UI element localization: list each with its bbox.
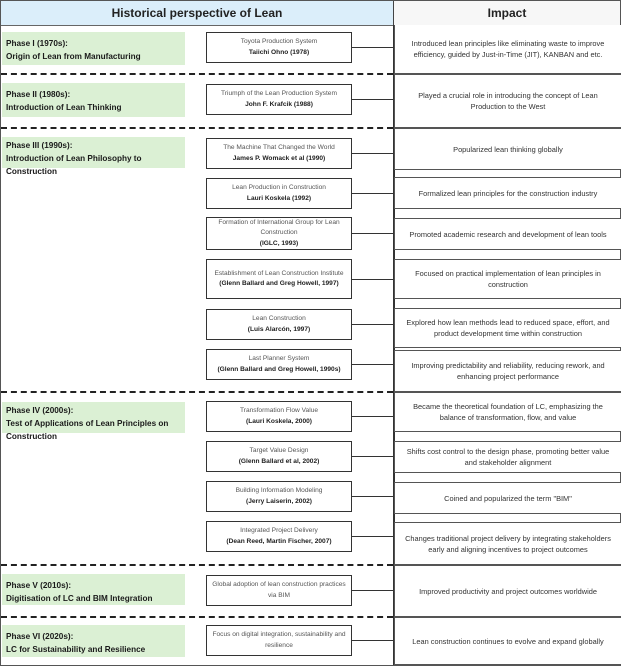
milestone-box [206,349,352,380]
milestone-author: (Glenn Ballard and Greg Howell, 1997) [219,280,339,287]
connector-line [352,193,394,194]
milestone-name: Lean Construction [252,315,306,322]
phase-separator [1,127,393,129]
milestone-box [206,217,352,250]
milestone-author: Lauri Koskela (1992) [246,194,312,202]
impact-box: Became the theoretical foundation of LC, emphasizing the balance of transformation, flow, and value [394,392,621,432]
phase-label-4 [2,402,185,441]
connector-line [352,153,394,154]
impact-box: Explored how lean methods lead to reduced space, effort, and product development time within construction [394,308,621,348]
milestone-box [206,32,352,63]
impact-box: Promoted academic research and development of lean tools [394,218,621,250]
phase-label-2 [2,83,185,117]
phase-subtitle: Digitisation of LC and BIM Integration [6,594,153,603]
phase-label-3 [2,137,185,176]
milestone-author: Taiichi Ohno (1978) [248,48,310,56]
milestone-name: Focus on digital integration, sustainability and resilience [212,631,346,649]
milestone-author: (IGLC, 1993) [259,239,299,247]
milestone-box [206,401,352,432]
phase-separator [1,73,393,75]
connector-line [352,279,394,280]
milestone-author: James P. Womack et al (1990) [232,154,326,162]
phase-subtitle: Introduction of Lean Thinking [6,103,122,112]
connector-line [352,456,394,457]
phase-title: Phase IV (2000s): [6,406,74,415]
impact-box: Popularized lean thinking globally [394,128,621,170]
connector-line [352,536,394,537]
connector-line [352,47,394,48]
connector-line [352,590,394,591]
milestone-box [206,259,352,299]
connector-line [352,496,394,497]
impact-box: Coined and popularized the term "BIM" [394,482,621,514]
milestone-name: Triumph of the Lean Production System [221,90,337,97]
phase-subtitle: Test of Applications of Lean Principles on Construction [6,419,169,441]
impact-box: Formalized lean principles for the construction industry [394,177,621,209]
milestone-name: Toyota Production System [240,38,318,45]
connector-line [352,640,394,641]
phase-separator [1,616,393,618]
phase-label-5 [2,574,185,605]
phase-title: Phase II (1980s): [6,90,71,99]
connector-line [352,233,394,234]
connector-line [352,416,394,417]
phase-label-1 [2,32,185,65]
milestone-author: John F. Krafcik (1988) [245,100,313,108]
impact-box: Improved productivity and project outcomes worldwide [394,565,621,617]
impact-box: Changes traditional project delivery by integrating stakeholders early and aligning incentives to project outcomes [394,522,621,565]
connector-line [352,364,394,365]
milestone-name: Establishment of Lean Construction Institute [214,269,344,277]
impact-box: Shifts cost control to the design phase, promoting better value and stakeholder alignment [394,441,621,473]
milestone-name: Integrated Project Delivery [240,527,318,534]
header-impact: Impact [394,1,620,26]
impact-box: Played a crucial role in introducing the concept of Lean Production to the West [394,74,621,128]
milestone-box [206,625,352,656]
milestone-name: Last Planner System [248,355,310,362]
phase-title: Phase VI (2020s): [6,632,74,641]
milestone-author: (Glenn Ballard et al, 2002) [238,457,320,465]
milestone-name: Lean Production in Construction [232,184,326,191]
phase-separator [1,391,393,393]
connector-line [352,99,394,100]
phase-subtitle: LC for Sustainability and Resilience [6,645,146,654]
milestone-name: Building Information Modeling [235,487,323,494]
milestone-box [206,575,352,606]
milestone-box [206,521,352,552]
milestone-name: Global adoption of lean construction practices via BIM [212,581,346,599]
milestone-name: Formation of International Group for Lean Construction [218,218,340,237]
milestone-name: The Machine That Changed the World [223,144,335,151]
impact-box: Focused on practical implementation of lean principles in construction [394,259,621,299]
impact-box: Improving predictability and reliability, reducing rework, and enhancing project performance [394,350,621,392]
phase-separator [1,564,393,566]
phase-subtitle: Introduction of Lean Philosophy to Construction [6,154,142,176]
milestone-box [206,481,352,512]
milestone-box [206,84,352,115]
milestone-box [206,441,352,472]
phase-title: Phase III (1990s): [6,141,73,150]
impact-box: Introduced lean principles like eliminating waste to improve efficiency, guided by Just-in-Time (JIT), KANBAN and etc. [394,25,621,74]
milestone-author: (Lauri Koskela, 2000) [246,417,312,425]
phase-subtitle: Origin of Lean from Manufacturing [6,52,141,61]
phase-title: Phase V (2010s): [6,581,72,590]
phase-title: Phase I (1970s): [6,39,68,48]
milestone-box [206,309,352,340]
header-historical-perspective: Historical perspective of Lean [1,1,394,26]
milestone-author: (Jerry Laiserin, 2002) [246,497,312,505]
connector-line [352,324,394,325]
milestone-author: (Luis Alarcón, 1997) [247,325,311,333]
milestone-author: (Glenn Ballard and Greg Howell, 1990s) [217,365,341,373]
milestone-box [206,178,352,209]
milestone-name: Transformation Flow Value [239,407,319,414]
milestone-name: Target Value Design [249,447,309,454]
milestone-box [206,138,352,169]
impact-box: Lean construction continues to evolve and expand globally [394,617,621,665]
phase-label-6 [2,625,185,657]
milestone-author: (Dean Reed, Martin Fischer, 2007) [226,537,332,545]
